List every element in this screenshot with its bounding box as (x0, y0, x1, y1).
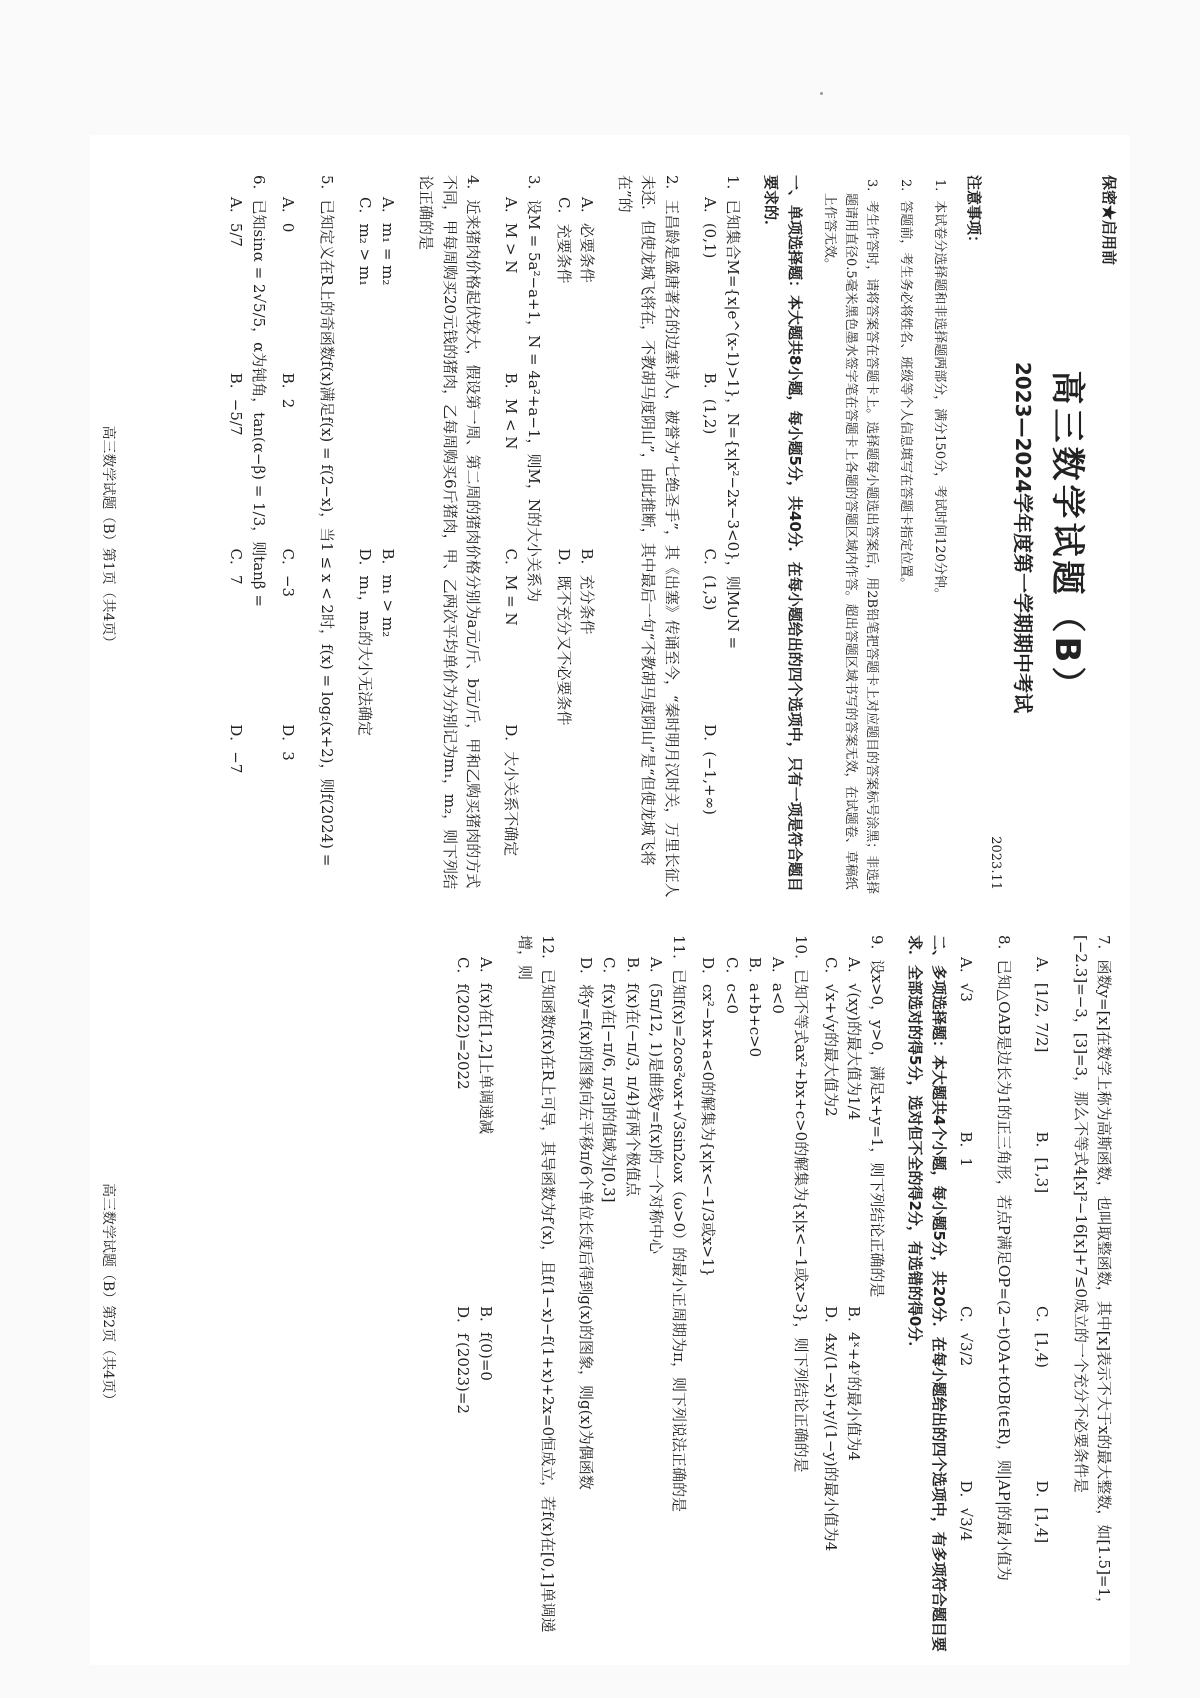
question-11 (574, 935, 690, 1655)
question-2 (551, 175, 682, 900)
option-b: B．(1,2) (700, 372, 719, 435)
option-a: A．5/7 (226, 197, 245, 247)
option-d: D．3 (279, 724, 298, 761)
option-c: C．(1,3) (700, 548, 719, 611)
question-8 (954, 935, 1016, 1655)
option-a: A．√(xy)的最大值为1/4 (845, 957, 863, 1121)
notice-heading: 注意事项： (964, 175, 983, 251)
question-stem: 8．已知△OAB是边长为1的正三角形，若点P满足OP=(2−t)OA+tOB(t∈R)，则|AP|的最小值为 (995, 935, 1014, 1581)
question-stem: 11．已知f(x)=2cos²ωx+√3sin2ωx（ω>0）的最小正周期为π，则下列说法正确的是 (670, 935, 689, 1513)
confidential-label: 保密★启用前 (1100, 175, 1118, 266)
question-stem: 4．近来猪肉价格起伏较大，假设第一周、第二周的猪肉价格分别为a元/斤、b元/斤，甲和乙购买猪肉的方式不同，甲每周购买20元钱的猪肉，乙每周购买6斤猪肉，甲、乙两次平均单价为分别记为m₁，m₂，则下列结论正确的是 (417, 175, 482, 890)
page-1 (90, 175, 1130, 900)
option-a: A．必要条件 (577, 197, 596, 283)
notice-item: 3．考生作答时，请将答案答在答题卡上。选择题每小题选出答案后，用2B铅笔把答题卡上对应题目的答案标号涂黑；非选择题请用直径0.5毫米黑色墨水签字笔在答题卡上各题的答题区域内作答。超出答题区域书写的答案无效，在试题卷、草稿纸上作答无效。 (822, 179, 880, 895)
question-12 (451, 935, 559, 1655)
option-b: B．[1,3] (1033, 1131, 1052, 1194)
page-footer: 高三数学试题（B）第1页（共4页） (99, 425, 116, 650)
option-a: A．0 (279, 197, 298, 233)
question-4 (353, 175, 484, 900)
option-a: A．[1/2, 7/2] (1033, 957, 1052, 1053)
question-stem: 7．函数y=[x]在数学上称为高斯函数，也叫取整函数，其中[x]表示不大于x的最大整数，如[1.5]=1，[−2.3]=−3，[3]=3，那么不等式4[x]²−16[x]+7≤0成立的一个充分不必要条件是 (1071, 935, 1113, 1613)
question-5 (276, 175, 338, 900)
option-c: C．√x+√y的最大值为2 (821, 957, 840, 1117)
option-b: B．f(x)在(−π/3, π/4)有两个极值点 (623, 957, 642, 1197)
question-options (451, 935, 498, 1655)
option-d: D．既不充分又不必要条件 (554, 548, 573, 726)
option-b: B．M < N (502, 372, 521, 450)
option-c: C．f(x)在[−π/6, π/3]的值域为[0,3] (600, 957, 619, 1203)
question-stem: 9．设x>0，y>0，满足x+y=1，则下列结论正确的是 (868, 935, 887, 1298)
option-d: D．大小关系不确定 (502, 724, 521, 857)
option-d: D．cx²−bx+a<0的解集为{x|x<−1/3或x>1} (699, 957, 718, 1278)
question-options (551, 175, 598, 900)
option-b: B．m₁ > m₂ (379, 548, 398, 638)
question-options (276, 175, 299, 900)
question-stem: 12．已知函数f(x)在R上可导，其导函数为f′(x)，且f(1−x)−f(1+x)+2x=0恒成立，若f(x)在[0,1]单调递增，则 (515, 935, 557, 1633)
exam-sheet (90, 135, 1130, 1665)
scan-speck (820, 92, 823, 95)
question-3 (499, 175, 546, 900)
option-d: D．√3/4 (957, 1480, 975, 1542)
question-stem: 5．已知定义在R上的奇函数f(x)满足f(x) = f(2−x)，当1 ≤ x < 2时，f(x) = log₂(x+2)，则f(2024) = (317, 175, 336, 867)
page-title: 高三数学试题（B） (1046, 370, 1087, 705)
question-9 (819, 935, 889, 1655)
option-d: D．[1,4] (1033, 1480, 1052, 1544)
question-6 (224, 175, 271, 900)
option-c: C．[1,4) (1033, 1306, 1052, 1369)
option-c: C．−3 (279, 548, 298, 598)
question-stem: 10．已知不等式ax²+bx+c>0的解集为{x|x<−1或x>3}，则下列结论正确的是 (792, 935, 811, 1473)
option-b: B．−5/7 (226, 372, 245, 436)
option-b: B．1 (957, 1131, 975, 1168)
question-stem: 2．王昌龄是盛唐著名的边塞诗人，被誉为“七绝圣手”，其《出塞》传诵至今，“秦时明月汉时关，万里长征人未还．但使龙城飞将在，不教胡马度阴山”，由此推断，其中最后一句“不教胡马度阴山”是“但使龙城飞将在”的 (616, 175, 681, 898)
page-footer: 高三数学试题（B）第2页（共4页） (99, 1182, 116, 1408)
exam-subtitle: 2023—2024学年度第一学期期中考试 (1011, 361, 1036, 714)
option-a: A．m₁ = m₂ (379, 197, 398, 286)
option-d: D．m₁，m₂的大小无法确定 (355, 548, 374, 737)
option-d: D．将y=f(x)的图象向左平移π/6个单位长度后得到g(x)的图象，则g(x)为偶函数 (577, 957, 596, 1490)
notice-item: 1．本试卷分选择题和非选择题两部分，满分150分，考试时间120分钟。 (931, 179, 947, 601)
option-a: A．(0,1) (700, 197, 719, 259)
option-c: C．M = N (502, 548, 521, 626)
question-7 (1030, 935, 1115, 1655)
option-d: D．(−1,+∞) (700, 724, 719, 815)
option-d: D．f′(2023)=2 (454, 1306, 473, 1414)
option-c: C．充要条件 (554, 197, 573, 284)
question-stem: 6．已知sinα = 2√5/5，α为钝角，tan(α−β) = 1/3，则tanβ = (250, 175, 269, 607)
option-b: B．4ˣ+4ʸ的最小值为4 (845, 1306, 863, 1461)
question-10 (696, 935, 812, 1655)
page-2 (90, 935, 1130, 1655)
option-c: C．7 (226, 548, 245, 585)
option-d: D．−7 (226, 724, 245, 774)
option-a: A．a<0 (769, 957, 788, 1014)
notice-item: 2．答题前，考生务必将姓名、班级等个人信息填写在答题卡指定位置。 (897, 179, 913, 591)
question-options (698, 175, 721, 900)
question-options (353, 175, 400, 900)
question-options (1030, 935, 1053, 1655)
question-stem: 3．设M = 5a²−a+1，N = 4a²+a−1，则M，N的大小关系为 (525, 175, 544, 602)
option-b: B．f(0)=0 (477, 1306, 496, 1381)
question-options (499, 175, 522, 900)
question-options (224, 175, 247, 900)
option-b: B．2 (279, 372, 298, 409)
option-a: A．f(x)在[1,2]上单调递减 (477, 957, 496, 1135)
section-heading: 二、多项选择题：本大题共4个小题，每小题5分，共20分．在每小题给出的四个选项中，有多项符合题目要求．全部选对的得5分，选对但不全的得2分，有选错的得0分． (906, 935, 948, 1652)
option-a: A．√3 (957, 957, 975, 1002)
option-c: C．√3/2 (957, 1306, 975, 1367)
option-b: B．充分条件 (577, 548, 596, 635)
question-1 (698, 175, 745, 900)
question-stem: 1．已知集合M={x|e^(x-1)>1}，N={x|x²−2x−3<0}，则M∪N = (724, 175, 743, 650)
section-heading: 一、单项选择题：本大题共8小题，每小题5分，共40分．在每小题给出的四个选项中，只有一项是符合题目要求的． (762, 175, 804, 892)
option-c: C．c<0 (722, 957, 741, 1014)
option-a: A．M > N (502, 197, 521, 274)
option-a: A．(5π/12, 1)是曲线y=f(x)的一个对称中心 (647, 957, 665, 1254)
question-options (954, 935, 977, 1655)
option-d: D．4x/(1−x)+y/(1−y)的最小值为4 (821, 1306, 840, 1552)
option-c: C．m₂ > m₁ (355, 197, 374, 287)
exam-date: 2023.11 (988, 836, 1004, 890)
question-options (819, 935, 866, 1655)
option-c: C．f(2022)=2022 (454, 957, 473, 1090)
option-b: B．a+b+c>0 (746, 957, 764, 1058)
